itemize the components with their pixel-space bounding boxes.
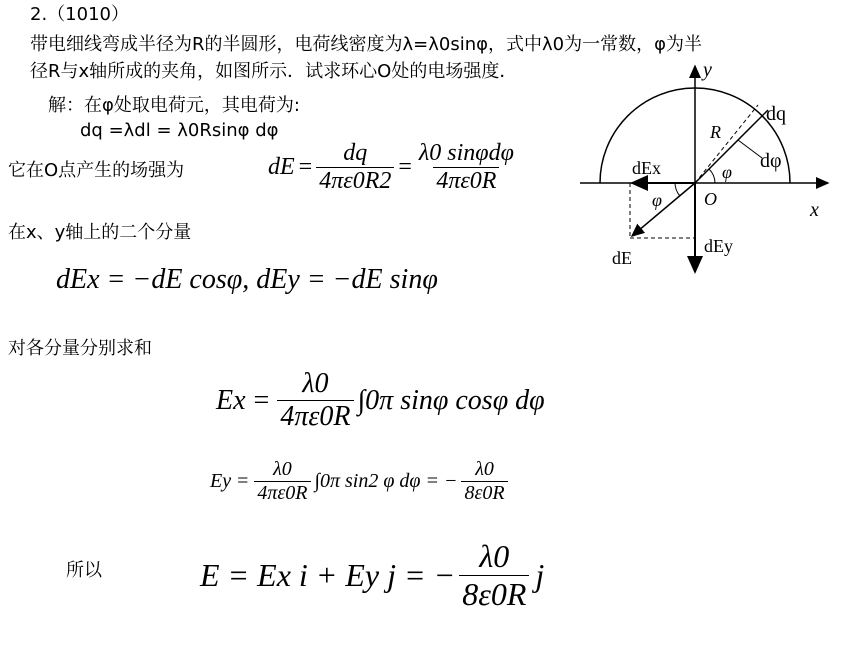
y-label: y bbox=[703, 60, 712, 81]
dE-label: dE bbox=[612, 248, 632, 268]
dE-fraction-1 bbox=[316, 140, 394, 195]
x-label: x bbox=[810, 199, 819, 221]
Ey-integral: ∫0π sin2 φ dφ = − bbox=[314, 470, 458, 492]
Ey-result-fraction bbox=[461, 458, 507, 505]
problem-number: 2.（1010） bbox=[30, 4, 129, 25]
E-final-num: λ0 bbox=[479, 538, 510, 574]
dE-num-1: dq bbox=[343, 140, 368, 166]
dE-num-2: λ0 sinφdφ bbox=[418, 140, 514, 166]
Ex-num: λ0 bbox=[302, 368, 329, 399]
E-final-lhs: E = Ex i + Ey j = − bbox=[200, 557, 456, 593]
dEy-label: dEy bbox=[704, 236, 733, 256]
therefore-text: 所以 bbox=[66, 560, 102, 581]
Ey-fraction bbox=[254, 458, 310, 505]
components-text: 在x、y轴上的二个分量 bbox=[8, 222, 192, 243]
dq-label: dq bbox=[766, 103, 786, 125]
Ey-res-den: 8ε0R bbox=[461, 481, 507, 505]
E-final-tail: j bbox=[535, 557, 545, 593]
Ey-num: λ0 bbox=[273, 458, 292, 480]
Ey-res-num: λ0 bbox=[475, 458, 494, 480]
dE-lhs: dE bbox=[268, 154, 295, 180]
E-final-fraction bbox=[459, 538, 529, 613]
semicircle-diagram bbox=[570, 60, 850, 300]
dphi-pointer bbox=[738, 140, 762, 158]
dq-formula: dq =λdl = λ0Rsinφ dφ bbox=[80, 120, 279, 141]
Ex-lhs: Ex bbox=[216, 384, 246, 416]
dE-den-2: 4πε0R bbox=[433, 167, 499, 195]
Ey-lhs: Ey bbox=[210, 470, 232, 492]
dE-vector bbox=[632, 183, 695, 236]
problem-line-2: 径R与x轴所成的夹角，如图所示．试求环心O处的电场强度． bbox=[30, 61, 518, 82]
solution-intro: 解：在φ处取电荷元，其电荷为: bbox=[48, 95, 300, 116]
dE-fraction-2 bbox=[416, 140, 517, 195]
dEx-label: dEx bbox=[632, 158, 661, 178]
Ey-den: 4πε0R bbox=[254, 481, 310, 505]
components-formula: dEx = −dE cosφ, dEy = −dE sinφ bbox=[56, 264, 438, 295]
dE-den-1: 4πε0R2 bbox=[316, 167, 394, 195]
phi-lower-label: φ bbox=[652, 190, 662, 210]
phi-arc-lower bbox=[675, 183, 680, 196]
dphi-label: dφ bbox=[760, 150, 782, 172]
R-label: R bbox=[710, 122, 721, 142]
problem-line-1: 带电细线弯成半径为R的半圆形，电荷线密度为λ=λ0sinφ，式中λ0为一常数，φ为半 bbox=[30, 34, 702, 55]
E-final-den: 8ε0R bbox=[459, 575, 529, 613]
phi-arc-upper bbox=[709, 169, 715, 183]
E-final-formula bbox=[200, 538, 544, 613]
Ey-formula: Ey = $\frac{\lambda 0}{4\pi\varepsilon 0R}$ ∫0π sin2 φ dφ = − $\frac{\lambda 0}{8\varepsilon 0R}$ bbox=[210, 458, 508, 505]
phi-upper-label: φ bbox=[722, 162, 732, 182]
Ex-integral: ∫0π sinφ cosφ dφ bbox=[357, 384, 545, 416]
field-text: 它在O点产生的场强为 bbox=[8, 160, 185, 181]
O-label: O bbox=[704, 189, 717, 209]
Ex-formula: Ex = $\frac{\lambda 0}{4\pi\varepsilon 0R}$ ∫0π sinφ cosφ dφ bbox=[216, 368, 545, 432]
Ex-den: 4πε0R bbox=[277, 400, 353, 433]
Ex-fraction bbox=[277, 368, 353, 433]
dE-formula: dE = $\frac{dq}{4\pi\varepsilon 0R2}$ = $\frac{\text{λ0 sinφdφ}}{4\pi\varepsilon 0R}$ bbox=[268, 140, 517, 195]
sum-text: 对各分量分别求和 bbox=[8, 338, 152, 359]
